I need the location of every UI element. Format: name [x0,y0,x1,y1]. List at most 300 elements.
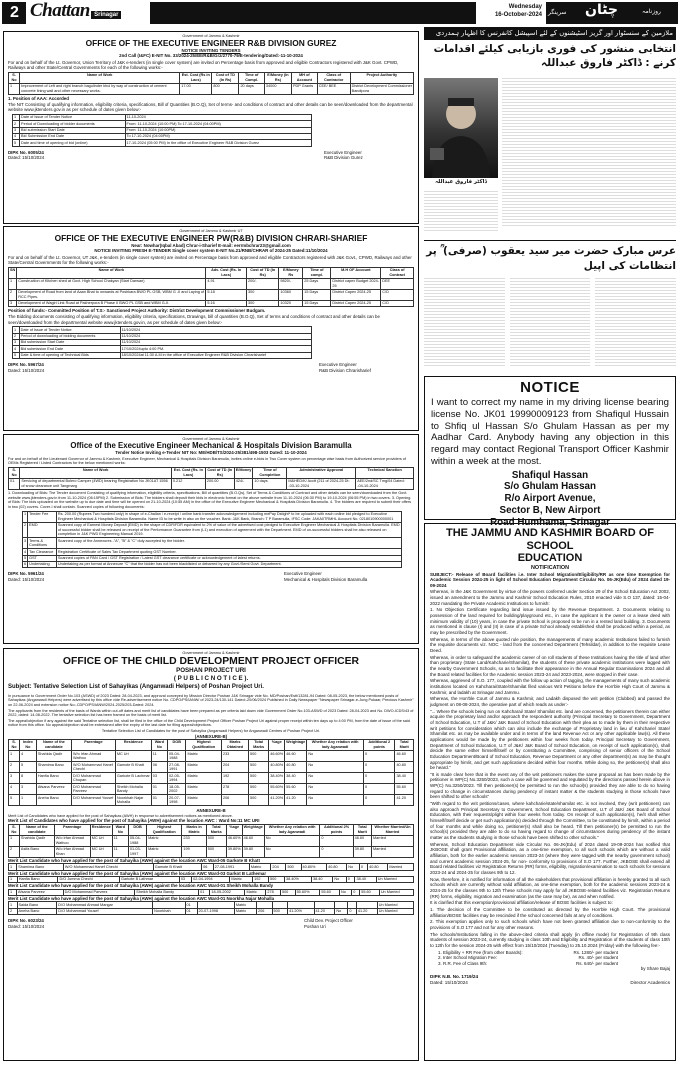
table-cell: No [307,773,364,784]
works-table [8,467,414,490]
table-cell: 3 [9,300,17,306]
table-cell: 500 [249,795,269,806]
column-header: Name of the candidate [36,740,71,751]
column-header: Weightage [285,740,307,751]
table-cell: 46.60% [269,751,285,762]
table-cell: 11/10/2024 [120,339,311,345]
table-row [9,908,414,914]
signatory-office: R&B Division Chrarisharief [319,367,371,373]
column-header: Additional 2 points [363,740,394,751]
table-cell: Gamote B Khatt [153,864,201,870]
table-row [23,562,402,568]
column-header: Index No [20,740,37,751]
table-row [9,83,414,94]
table-cell: 20-07-1998 [168,795,186,806]
table-cell: 233 [182,835,206,846]
table-cell: 41.20 [395,795,414,806]
table-cell: 3 [23,538,28,549]
table-cell: Terms & Conditions [28,538,57,549]
table-cell: District Capex 2024-25 [331,289,381,300]
table-cell: No [333,876,346,882]
column-header: S. No [9,467,20,478]
column-header: Name of Work [17,267,206,278]
table-cell: Aneha Bano [17,908,57,914]
table-cell: 1 [9,835,20,846]
table-header-row [9,267,414,278]
table-cell: 2 [9,846,20,857]
bid-notes: 1. Downloading of Bids: The Tender document Consisting of qualifying information, eligibility criteria, specifications, Bill of quantities (B.O.Qs), Set of Terms & Conditions of Contract and other details can be seen/downloaded from the Govt. website www.jktenders.gov.in from 11-10-2024 (06:15PM) 2. Submission of Bids: The bidders shall deposit their bids in electronic format on the above website from 11-10-2024 (06:30 PM) to 19-10-2024 (06:55 PM) in two covers. 3. Opening of Bids: The bids uploaded on the website up to due date and time will be opened on 21-10-2024 (10:55 AM) in the office of the Executive Engineer Mechanical & Hospitals Division Baramulla. 4. The bidders are required to submit their offers in two (02) covers. Cover-I shall contain. Scanned copies of following documents: [8,491,412,509]
table-cell: 3 [9,773,20,784]
table-cell: 18-05-2002 [210,889,245,895]
table-cell: W/o Irfan Ahmad Wathoo [54,835,90,846]
urdu-article-farooq [424,27,676,237]
table-cell: 0 [363,762,394,773]
table-cell: 20 days [239,83,264,94]
table-cell: 500 [272,908,288,914]
board-para-15: The schools/Institutions falling in the above-cited criteria shall apply (in offline mode) for Registration of 9th class students of session 2023-24, currently studying in class 10th and Eligibility and Registration of the students of class 10th to 12th for the session 2024-25 with effect from 15/10/2024 (Tuesday) to 25.10.2024 (Friday) with the following fee:- [430,931,670,948]
table-cell: 424/- [234,479,253,490]
column-header: Class of Contract [381,267,414,278]
table-cell: 06 [151,762,167,773]
table-cell: 0 [359,864,367,870]
column-header: Name of the candidate [19,824,54,835]
table-cell: Scanned copy of the Annexures -"A", "B" & "C" duly accepted by the bidder. [56,538,401,549]
jkbose-notification [424,523,676,1061]
table-cell: PDP Grants [292,83,318,94]
dipk-number: DIPK No. 5961/24 [8,571,44,577]
table-cell: 27-08-1991 [168,762,186,773]
logo-block [26,0,150,26]
tender-ad-baramulla [3,434,419,644]
table-cell: 46.60% [226,835,242,846]
table-cell: D/O Mohammad Yousef [72,795,116,806]
office-title: OFFICE OF THE CHILD DEVELOPMENT PROJECT OFFICER [62,655,360,667]
table-cell: 40.80 [368,864,388,870]
table-cell: CEE/ BEE [317,83,350,94]
table-cell: 1 [13,114,20,120]
fee-amount: Rs. 1280/- per student [573,949,618,955]
table-cell: No [335,908,348,914]
table-cell: 4 [13,133,20,139]
table-cell: District Capex 2024-25 [331,300,381,306]
table-cell: 10320 [279,300,303,306]
urdu-body-2 [424,276,676,368]
funds-position: Position of funds:- Committed Position of T.S:- Sanctioned Project Authority: District Development Commissioner Budgam. [8,308,266,314]
table-cell: 41.20 [285,795,307,806]
table-header-row [9,824,414,835]
table-cell: W/o Irfan Ahmad Wathoo [72,751,116,762]
column-header: M.H OF Account [331,267,381,278]
merit-table-ward11 [8,824,414,858]
merit-table-ward05 [8,863,414,870]
table-cell: 0 [352,889,360,895]
table-row [9,876,414,882]
column-header: MH of Account [292,72,318,83]
subject-line: Subject: Tentative Selection List of Sahayikas (Anganwadi Helpers) of Poshan Project Uri. [8,684,264,691]
table-cell: Shamima Bano [17,864,64,870]
board-para-1: Whereas, in the J&K Government by virtue of the powers conferred under Section 29 of the School Education Act 2002, issued an amendment to the Jammu and Kashmir School Education Rules, 2010 enacted vide S.O 137, dated: 15-04-2022 mandating the Private Academic Institutions to furnish: [430,589,670,606]
table-cell: 11/10/2024 [120,333,311,339]
notice-text: I want to correct my name in my driving license bearing license No. JK01 19990009123 from Shafiqul Hussain to Shfiq ul Hassan S/o Ghulam Hassan as per my Aadhar Card. Anybody having any objection in this regard may contact Regional Transport Officer Kashmir within a week at the most. [431,397,669,467]
column-header: Residence [90,824,112,835]
table-cell: Matric [186,773,222,784]
table-header-row [9,72,414,83]
table-cell: C/D [381,300,414,306]
tender-ad-chrari-sharief [3,226,419,431]
column-header: E/Money [234,467,253,478]
fee-label: 1. Eligibility + RR Fee (from other Boards): [438,949,523,955]
table-cell: 4 [20,751,37,762]
para-3: The appeal/objection if any against the said Tentative selection list, shall be filed in the office of the Child Development Project Officer Poshan Project Uri against proper receipt within ten days up to 4:00 PM, from the date of issue of the said notice from this office. No appeal/objection shall be entertained after the expiry of the last date for filing appeal/objections. [8,718,410,728]
name-correction-notice [424,376,676,528]
table-cell: 500 [249,784,269,795]
table-cell: 40.80 [395,762,414,773]
table-cell: 2 [13,121,20,127]
table-cell: 500 [206,846,226,857]
signatory-title: Executive Engineer [324,149,362,155]
table-cell: Aneha Bano [36,795,71,806]
notice-name: Shafiqul Hassan [511,469,589,481]
column-header: DOB [168,740,186,751]
table-cell: GST [28,555,57,561]
govt-label: Government of Jammu & Kashmir [182,437,240,441]
column-header: Est. Cost (Rs in Lacs) [180,72,212,83]
column-header: Ward No [151,740,167,751]
dipk-number: DIPK No. 5967/24 [8,362,44,368]
table-cell: 233 [221,751,248,762]
date-label: 16-October-2024 [494,11,542,18]
column-header: Highest Qualification [186,740,222,751]
board-para-3: Whereas, in terms of the above quoted rule position, the managements of many academic Institutions failed to furnish the requisite documents viz. NOC - land from the concerned Department (Tehsildar), in addition to the requisite Lease Deed. [430,636,670,654]
table-cell: Sheikh Mohalla Bandy [115,784,151,795]
table-cell: Rs. 200.00 (Rupees Two hundred only) in shape of e-Challan / e-receipt / online bank transfer acknowledgement including mePay Dstight* to be uploaded with each online bid pledged to Executive Engineer Mechanical & Hospitals Division Baramulla. Name ID to be write in also on the voucher. Bank: J&K Bank, Branch: T P Baramulla, IFSC Code: JAKA0TRMHL Account No. 0218010900000001 [56,511,401,522]
table-cell: 8 [20,773,37,784]
nit-ref: Tender Notice Inviting e-Tender NIT No: ME/HDB/TS/2024-25/381/498-1503 Dated: 11-10-2024 [115,450,307,456]
table-cell: 300 [246,300,278,306]
column-header: Total Marks [249,740,269,751]
column-header: Whether Married/Un Married [371,824,413,835]
column-header: Project Authority [350,72,413,83]
table-cell: 0 [346,876,355,882]
intro-text: For and on behalf of the Lt. Governor, Union Territory of J&K e-tenders (in single cover system) are invited on Percentage basis from approved and eligible Contractors registered with J&K Govt. CPWD, Railways and other State/Central Governments for each of the following works:- [8,59,399,71]
table-cell: Sheikh Mohalla Bandy [135,889,199,895]
table-cell: Un Married [376,876,413,882]
column-header: Weightage [242,824,264,835]
tender-ad-gurez [3,31,419,224]
table-cell: 192 [253,876,269,882]
govt-label: Government of Jammu & Kashmir [182,34,240,38]
table-cell: 39.80 [242,846,264,857]
table-cell: Registration Certificate of Sales Tax Department quoting GST Number. [56,549,401,555]
table-cell: Married [388,864,414,870]
table-cell: 46.60 [242,835,264,846]
column-header: Ward No [112,824,128,835]
table-cell: 5 [13,140,20,146]
table-cell: Matric [186,795,222,806]
office-title: Office of the Executive Engineer Mechanical & Hospitals Division Baramulla [70,440,352,450]
column-header: SN [9,267,17,278]
table-row [9,864,414,870]
table-cell: 18/10/2024at 11:30 A.M in the office of Executive Engineer R&B Division Chrarisharief [120,352,311,358]
column-header: Parentage [72,740,116,751]
table-cell: C/D [381,289,414,300]
table-cell: 4 [13,346,20,352]
table-cell: Matric [230,876,253,882]
table-cell: 01 [185,902,197,908]
notice-address-1: R/o Airport Avenue, [504,493,596,505]
table-cell: Servicing of departmental Bolero Camper (4WD) bearing Registration No JK01AT 1556 of snow clearance unit Tangmarg [20,479,172,490]
notice-address-2: Sector B, New Airport [499,504,601,516]
column-header: Marks in Matric [182,824,206,835]
board-para-12: It is clarified that this exemption/provisional affiliation/release of BOSE facilities is subject to: [430,900,613,906]
govt-label: Government of Jammu & Kashmir [182,651,240,655]
table-cell: 01 [185,908,197,914]
table-cell: 55.60 [395,784,414,795]
table-cell: No [264,835,320,846]
column-header: Highest Qualification [147,824,182,835]
table-cell: 2 [9,289,17,300]
table-cell: Matric [234,902,256,908]
table-cell: 5 [24,556,27,561]
table-cell: Shahida Qadir [19,835,54,846]
table-cell: 1 [20,795,37,806]
table-cell: 2 [9,908,18,914]
table-cell: 38.40 [395,773,414,784]
table-cell: EMD [28,522,57,538]
column-header: Additional 2% points [320,824,353,835]
column-header: Total Marit [395,740,414,751]
table-cell: 500 [249,751,269,762]
table-cell: 199 [182,846,206,857]
para-2: The applicants from the residents of the basis of Wards within cut-off dates and merit list of candidates have been prepared as per criteria laid down vide Government Order No.103-ASWD of 2023 Dated: 28-04-2023 and No. DWO-ICDS/43 of 2022, dated: 14-08-2022. The tentative selection list has been framed on the basis of merit list. [8,708,414,718]
office-title: OFFICE OF THE EXECUTIVE ENGINEER R&B DIVISION GUREZ [85,37,337,48]
board-para-13: 1. The decision of the Committee to be constituted as directed by the Hon'ble High Court. The provisional affiliation/BOSE facilities may be rescinded if the school concerned fails at any of conditions. [430,906,670,918]
selection-table [8,739,414,806]
table-cell: 500 [280,889,295,895]
signatory-office: Mechanical & Hospitals Division Baramulla [284,576,368,582]
table-cell: Un Married [379,889,413,895]
news-photo [424,78,498,178]
table-cell: 38.40 [312,876,333,882]
para-1: In pursuance to Government Order No.103 (ASWD) of 2023 Dated: 28-04-2023, and approval conveyed by Mission Director Poshan J&K Srinagar vide No. MD/Poshan/Estt/13281-94 Dated: 08-05-2023, the below mentioned posts of Sahayikas (Anganwadi Helpers) were advertised by this office vide Re-advertisement notice No. CDPO/PS/IANW/ of 2023-24/130-141 Dated:-20/06/2024 Published in Daily Newspaper "Newspaper Srinagar-e-Jung Pukaar, Precious Kashmir" on 22-06-2024 and extension notice No:-CDPO/PS/IANW/2024-2025/203-Dated: 2024. [8,693,414,707]
column-header: Name of Work [20,72,180,83]
table-cell: 2 [23,522,28,538]
table-cell: W/O Mohammad Hanef Chechi [63,864,153,870]
boq-text: The Bidding documents consisting of qualifying information, eligibility criteria, specifications, Drawings, bill of quantities (B.O.Q), Set of terms and conditions of contract and other details can be seen/downloaded from the departmental website www.jktenders.gov.in, as per schedule of dates given below:- [8,314,380,325]
notice-father: S/o Ghulam Hassan [503,481,596,493]
logo: Chattan [30,0,90,21]
table-cell: 192 [221,773,248,784]
column-header: Adv. Cost (Rs. In Lacs) [206,267,247,278]
table-cell: 9820/- [279,278,303,289]
table-row [13,140,312,146]
table-cell: Undertaking as per format at Annexure "C" that the bidder has not been blacklisted or debarred by any Govt./Semi Govt. Department. [56,562,401,568]
table-cell: 17.00 [180,83,212,94]
table-row [9,846,414,857]
position-text: The NIT Consisting of qualifying information, eligibility criteria, specifications, Bill of Quantities (B.O.Q), Set of terms- and conditions of contract and other details can be seen/downloaded from the departmental website www.jktenders.gov.in as per schedule of dates given below:- [8,101,413,113]
table-cell: M&HED/K/ Acctt (211 of 2024-25 Dt: -03-10-2024 [287,479,356,490]
urdu-article-urs [424,240,676,372]
table-row [9,479,414,490]
table-header-row [9,467,414,478]
table-cell: 40.80 [327,864,347,870]
table-cell: D/O Mohammad Parveez [63,889,135,895]
table-cell: 03 [179,876,191,882]
table-cell: Matric [249,864,270,870]
intro-text: For and on behalf of the Lieutenant Governor of Jammu & Kashmir, Executive Engineer, Mechanical & Hospitals Division Baramulla, invites online e-bids in Two Cover system on percentage wise basis from Authorized service providers of OEMs Registered / Listed Contractors for the below mentioned works: [8,456,406,466]
documents-table [22,511,402,569]
board-title-1: THE JAMMU AND KASHMIR BOARD OF SCHOOL [446,527,654,552]
signatory-title: Director Academics [630,979,670,985]
merit-heading-ward11: Merit List of Candidates who have applied for the post of Sahayika (AWH) against the location AWC : Ward No:11 MC URI [8,818,260,824]
table-cell: 34000 [264,83,291,94]
table-cell: 1 [13,327,20,333]
table-cell: 1 [9,278,17,289]
table-cell: Hanfia Bano [17,876,58,882]
table-cell: 15 Days [303,289,331,300]
table-cell: 1 [9,864,17,870]
column-header: Marks Obtained [221,740,248,751]
tentative-title: Tentative Selection List of Candidates for the post of Sahayika (Anganwadi Helpers) for Anganwadi Centres of Poshan Project Uri. [101,729,321,734]
table-row [9,751,414,762]
column-header: Cost of TD (In Rs) [207,468,233,477]
table-cell: 11/10/2024 [120,327,311,333]
column-header: DOB [128,824,146,835]
table-row [9,835,414,846]
urdu-body [502,78,676,233]
board-para-5: Whereas, aggrieved of S.O. 177, coupled with the follow up action of tagging, the managements of many such academic institutions located on Kahcharai/State/Shamilat filed various Writ Petitions before the Hon'ble High Court of Jammu & Kashmir, and ladakh at Srinagar and Jammu. [430,678,670,695]
subtitle: NOTICE INVITING TENDERS [181,48,241,54]
table-cell: 39.80 [353,846,371,857]
table-row [13,352,312,358]
table-cell: 0 [320,835,353,846]
table-cell: 46.60 [395,751,414,762]
table-cell: 2 [13,333,20,339]
table-cell: From: 11-10-2024 (10:00 PM) To 17-10-2024 (04:00PM) [125,121,311,127]
table-cell: D/O Mohammad Yousef [57,908,153,914]
table-cell: 4 [24,549,27,554]
table-cell: 0 [320,846,353,857]
board-para-14: 2. This exemption applies only to such schools which have not been granted affiliation due to non-conformity to the provisions of S.O 177 and not for any other reasons. [430,919,670,930]
table-cell: Period of Downloading of bidder documents [20,121,126,127]
table-cell: Bid Submission End Date [20,133,126,139]
urdu-kicker: ملازمین کے سنسٹوار اور گریز اسٹیشنوں کے لئے اسپیشل کانفرنس کا اظہار ہمدردی [424,27,676,40]
table-cell: Bid submission End Date [19,346,120,352]
table-cell: Garkote B Lachmar [115,773,151,784]
column-header: S. No [9,72,20,83]
table-cell: Matric [234,908,256,914]
table-cell: 1 [9,83,20,94]
table-cell: Matric [147,835,182,846]
signatory-title: Child Dev. Project Officer [304,918,353,924]
table-cell: D/O Mohammad Ahmad Mangar [57,902,153,908]
table-cell: Married [371,835,413,846]
fee-label: 3. R.R. Fee of Class 9th: [438,960,488,966]
merit-heading-ward01-bandy: Merit List Candidate who have applied for the post of Sahayika (AWH) against the location AWC Ward-01 Sheikh Mohalla Bandy [8,883,274,889]
column-header: S. No [9,824,20,835]
column-header: Cost of TD (In Rs) [212,72,239,83]
table-cell: 200.00 [205,479,234,490]
fee-label: 2. Inter School Migration Fee: [438,955,498,961]
table-cell: 41.20% [269,795,285,806]
fee-amount: Rs. 640/- per student [575,960,618,966]
table-cell: MC Uri [90,846,112,857]
table-cell: 01. [9,479,20,490]
table-cell: Shahida Qadir [36,751,71,762]
board-para-7: "... Where the schools being run on Kahcharai/ State/ Shamilat etc. land are concerned, the petitioners therein can either acquire the proprietary land and/or approach the respondent authority (Principal Secretary to Government, Department of School Education, U.T of J&K/ J&K Board of School Education with their plea as to made by them in their respective writ petitions for consideration which can also include the exchange of Proprietary land in lieu of Kahcharie/ State/ Shamilat etc. as may be available under and in terms of the land Revenue Act or any other applicable law(s). All these applications would be made by the petitioners within four weeks from today. Principal Secretary to Government, Department of School Education, U.T of J&K/ J&K Board of School Education, on receipt of such application(s), shall decide the same either himself/itself or by constituting a Committee, comprising of senior officers of the School Education Department/Board of School Education, Revenue Department or any other department(s) as may be thought appropriate by him/it, and get such applications decided within four months. While doing so, the petitioner(s) shall also be heard." [430,708,670,771]
table-cell: To 17-10-2024 (04:00PM) [125,133,311,139]
table-cell: No [307,795,364,806]
column-header: Residence [115,740,151,751]
table-cell: MC Uri [90,835,112,846]
table-cell: 4.91 [206,278,247,289]
table-cell: 55.60 [360,889,380,895]
table-cell: 40.80% [301,864,327,870]
table-cell: Development of Road from land of Aaan Bhat to onwards at Poshkara BWO PL GSB, WBM G -II and Laying of RCC Pipes. [18,289,205,299]
position-title: 1. Position of AAA: Accorded [8,95,69,101]
table-cell: 11-10-2024 [125,114,311,120]
table-cell: No [339,889,351,895]
urdu-daily: روزنامہ [642,8,661,15]
column-header: Whether Any relation with lady Aganwadi [307,740,364,751]
urdu-body-left [424,191,498,233]
table-cell: No [307,762,364,773]
column-header: Time of Completion [253,467,287,478]
signatory-title: Executive Engineer [319,362,357,368]
dated-label: Dated: 15/10/2024 [8,367,45,373]
table-cell: No [347,864,360,870]
table-cell: 11 [112,835,128,846]
person-photo-icon [424,78,498,178]
table-cell: 204 [271,864,286,870]
table-cell: 1 [23,511,28,522]
dated-label: Dated: 15/10/2024 [8,923,45,929]
merit-table-ward03 [8,876,414,883]
notice-title: NOTICE [520,379,580,396]
table-cell: 0 [363,784,394,795]
table-cell: Date of Issue of Tender Notice [20,114,126,120]
table-cell: D/O Mohammad Parveez [72,784,116,795]
project-name: POSHAN PROJECT URI [176,667,246,675]
column-header: Name of Work [20,467,172,478]
annexure-label-2: ANNEXURE-B [196,808,226,814]
near-line: Near: Nowhar(Iqbal Abad) Chrar-i-Sharief E-mail: eerrmbchrar23@gmail.com [131,243,291,249]
dated-label: Dated: 15/10/2024 [8,155,45,161]
dipk-number: DIPK No. 6023/24 [8,918,44,924]
table-cell: 0.212 [171,479,205,490]
table-cell: MC Uri [115,751,151,762]
column-header: Time of Compl. [239,72,264,83]
column-header: Est. Cost (Rs. in Lacs) [171,467,205,478]
table-cell: Afsana Parveez [17,889,64,895]
table-cell: 5 [9,795,20,806]
table-cell: 200/- [246,278,278,289]
notice-address-3: Road Humhama, Srinagar [490,516,610,528]
merit-table-ward01-bandy [8,889,414,896]
table-cell: 1 [9,876,18,882]
table-row [9,762,414,773]
signatory-office: R&B Division Gurez [324,155,363,161]
column-header: %age [226,824,242,835]
table-cell: District Development Commissioner Bandipora [351,83,413,93]
table-cell: W/o Irfan Ahmad Khan [54,846,90,857]
table-cell: 01 [199,889,210,895]
table-cell: 500 [206,835,226,846]
table-cell: 40.80% [269,762,285,773]
nit-ref: 2nd Call (I&FC) E-NIT No. 33/2024-25/EE/R&B/Grz/2770-79/E-tendering/Dated:-11-10-2024 [119,53,303,59]
table-row [23,511,402,522]
notice-label: ( P U B L I C N O T I C E ). [173,674,249,682]
